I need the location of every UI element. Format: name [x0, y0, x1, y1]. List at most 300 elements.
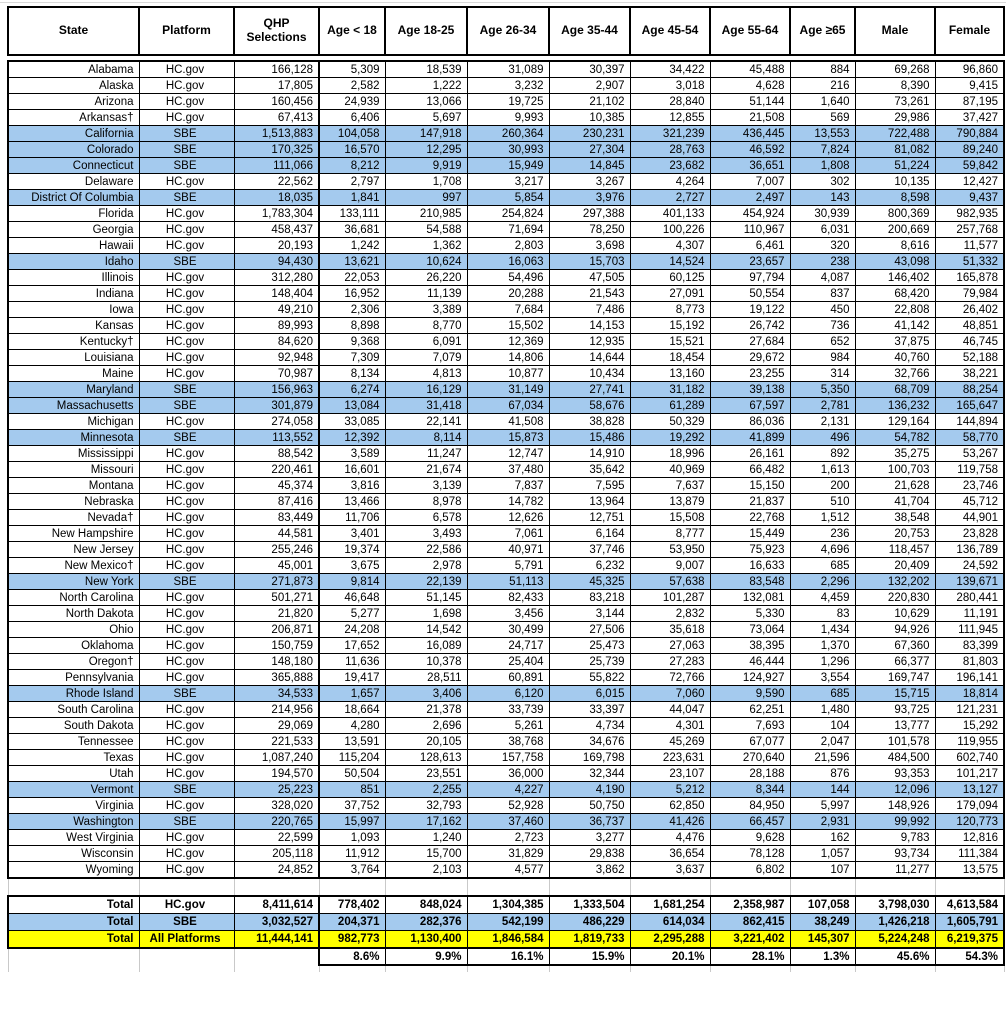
- value-cell: 14,153: [549, 318, 630, 334]
- value-cell: 800,369: [855, 206, 935, 222]
- value-cell: 52,188: [935, 350, 1004, 366]
- value-cell: 2,832: [630, 606, 710, 622]
- total-value-cell: 1,846,584: [467, 931, 549, 949]
- total-value-cell: 982,773: [319, 931, 385, 949]
- blank-cell: [710, 878, 790, 896]
- platform-cell: HC.gov: [139, 94, 234, 110]
- value-cell: 69,268: [855, 61, 935, 78]
- state-cell: Mississippi: [8, 446, 139, 462]
- table-row: [8, 670, 1004, 686]
- value-cell: 24,717: [467, 638, 549, 654]
- platform-cell: HC.gov: [139, 526, 234, 542]
- value-cell: 8,978: [385, 494, 467, 510]
- table-row: [8, 382, 1004, 398]
- value-cell: 4,307: [630, 238, 710, 254]
- total-value-cell: 8,411,614: [234, 896, 319, 914]
- platform-cell: HC.gov: [139, 750, 234, 766]
- value-cell: 14,542: [385, 622, 467, 638]
- total-value-cell: 5,224,248: [855, 931, 935, 949]
- value-cell: 6,406: [319, 110, 385, 126]
- value-cell: 13,621: [319, 254, 385, 270]
- value-cell: 11,706: [319, 510, 385, 526]
- total-value-cell: 778,402: [319, 896, 385, 914]
- value-cell: 66,377: [855, 654, 935, 670]
- value-cell: 72,766: [630, 670, 710, 686]
- total-value-cell: 1,130,400: [385, 931, 467, 949]
- value-cell: 66,457: [710, 814, 790, 830]
- total-value-cell: 542,199: [467, 914, 549, 931]
- platform-cell: HC.gov: [139, 590, 234, 606]
- percent-row-empty-cell: [234, 948, 319, 965]
- platform-cell: HC.gov: [139, 302, 234, 318]
- state-cell: Nebraska: [8, 494, 139, 510]
- percent-cell: 9.9%: [385, 948, 467, 965]
- value-cell: 1,434: [790, 622, 855, 638]
- state-cell: Rhode Island: [8, 686, 139, 702]
- value-cell: 101,287: [630, 590, 710, 606]
- total-value-cell: 6,219,375: [935, 931, 1004, 949]
- value-cell: 81,803: [935, 654, 1004, 670]
- table-row: [8, 110, 1004, 126]
- table-row: [8, 734, 1004, 750]
- value-cell: 73,261: [855, 94, 935, 110]
- total-value-cell: 282,376: [385, 914, 467, 931]
- value-cell: 104: [790, 718, 855, 734]
- value-cell: 33,085: [319, 414, 385, 430]
- value-cell: 16,633: [710, 558, 790, 574]
- value-cell: 9,993: [467, 110, 549, 126]
- value-cell: 37,875: [855, 334, 935, 350]
- state-cell: Alaska: [8, 78, 139, 94]
- value-cell: 982,935: [935, 206, 1004, 222]
- table-row: [8, 574, 1004, 590]
- value-cell: 3,637: [630, 862, 710, 879]
- value-cell: 52,928: [467, 798, 549, 814]
- value-cell: 223,631: [630, 750, 710, 766]
- value-cell: 46,745: [935, 334, 1004, 350]
- table-row: [8, 494, 1004, 510]
- blank-cell: [385, 878, 467, 896]
- table-row: [8, 606, 1004, 622]
- value-cell: 1,093: [319, 830, 385, 846]
- header-row: [8, 7, 1004, 55]
- value-cell: 119,758: [935, 462, 1004, 478]
- total-value-cell: 4,613,584: [935, 896, 1004, 914]
- platform-cell: HC.gov: [139, 414, 234, 430]
- value-cell: 280,441: [935, 590, 1004, 606]
- value-cell: 652: [790, 334, 855, 350]
- value-cell: 4,476: [630, 830, 710, 846]
- value-cell: 7,824: [790, 142, 855, 158]
- value-cell: 107: [790, 862, 855, 879]
- value-cell: 16,129: [385, 382, 467, 398]
- value-cell: 216: [790, 78, 855, 94]
- value-cell: 1,370: [790, 638, 855, 654]
- value-cell: 16,063: [467, 254, 549, 270]
- value-cell: 22,599: [234, 830, 319, 846]
- value-cell: 35,642: [549, 462, 630, 478]
- value-cell: 83: [790, 606, 855, 622]
- value-cell: 884: [790, 61, 855, 78]
- value-cell: 22,562: [234, 174, 319, 190]
- platform-cell: HC.gov: [139, 334, 234, 350]
- value-cell: 23,828: [935, 526, 1004, 542]
- value-cell: 274,058: [234, 414, 319, 430]
- value-cell: 136,232: [855, 398, 935, 414]
- value-cell: 19,417: [319, 670, 385, 686]
- value-cell: 45,269: [630, 734, 710, 750]
- value-cell: 2,296: [790, 574, 855, 590]
- value-cell: 21,596: [790, 750, 855, 766]
- value-cell: 13,879: [630, 494, 710, 510]
- value-cell: 11,139: [385, 286, 467, 302]
- platform-cell: HC.gov: [139, 286, 234, 302]
- state-cell: Maryland: [8, 382, 139, 398]
- value-cell: 101,578: [855, 734, 935, 750]
- value-cell: 230,231: [549, 126, 630, 142]
- value-cell: 99,992: [855, 814, 935, 830]
- table-row: [8, 206, 1004, 222]
- value-cell: 12,751: [549, 510, 630, 526]
- state-cell: Minnesota: [8, 430, 139, 446]
- blank-cell: [234, 878, 319, 896]
- tail-cell: [467, 965, 549, 972]
- value-cell: 1,362: [385, 238, 467, 254]
- value-cell: 54,496: [467, 270, 549, 286]
- value-cell: 205,118: [234, 846, 319, 862]
- value-cell: 1,783,304: [234, 206, 319, 222]
- value-cell: 3,698: [549, 238, 630, 254]
- value-cell: 21,628: [855, 478, 935, 494]
- value-cell: 2,931: [790, 814, 855, 830]
- state-cell: Arizona: [8, 94, 139, 110]
- value-cell: 11,577: [935, 238, 1004, 254]
- value-cell: 13,964: [549, 494, 630, 510]
- platform-cell: HC.gov: [139, 110, 234, 126]
- value-cell: 7,060: [630, 686, 710, 702]
- value-cell: 10,877: [467, 366, 549, 382]
- state-cell: Kentucky†: [8, 334, 139, 350]
- value-cell: 40,969: [630, 462, 710, 478]
- value-cell: 454,924: [710, 206, 790, 222]
- value-cell: 3,554: [790, 670, 855, 686]
- table-row: [8, 94, 1004, 110]
- value-cell: 166,128: [234, 61, 319, 78]
- platform-cell: HC.gov: [139, 206, 234, 222]
- value-cell: 22,808: [855, 302, 935, 318]
- state-cell: West Virginia: [8, 830, 139, 846]
- value-cell: 111,384: [935, 846, 1004, 862]
- value-cell: 9,368: [319, 334, 385, 350]
- value-cell: 41,426: [630, 814, 710, 830]
- value-cell: 113,552: [234, 430, 319, 446]
- table-row: [8, 350, 1004, 366]
- table-row: [8, 462, 1004, 478]
- value-cell: 15,997: [319, 814, 385, 830]
- state-cell: Missouri: [8, 462, 139, 478]
- value-cell: 3,816: [319, 478, 385, 494]
- platform-cell: HC.gov: [139, 766, 234, 782]
- value-cell: 66,482: [710, 462, 790, 478]
- value-cell: 8,390: [855, 78, 935, 94]
- value-cell: 4,628: [710, 78, 790, 94]
- value-cell: 221,533: [234, 734, 319, 750]
- value-cell: 11,912: [319, 846, 385, 862]
- total-value-cell: 1,304,385: [467, 896, 549, 914]
- platform-cell: SBE: [139, 686, 234, 702]
- value-cell: 36,681: [319, 222, 385, 238]
- platform-cell: HC.gov: [139, 78, 234, 94]
- value-cell: 68,420: [855, 286, 935, 302]
- value-cell: 3,406: [385, 686, 467, 702]
- value-cell: 169,747: [855, 670, 935, 686]
- value-cell: 30,499: [467, 622, 549, 638]
- value-cell: 23,657: [710, 254, 790, 270]
- value-cell: 450: [790, 302, 855, 318]
- state-cell: Pennsylvania: [8, 670, 139, 686]
- value-cell: 1,808: [790, 158, 855, 174]
- value-cell: 2,803: [467, 238, 549, 254]
- state-cell: Ohio: [8, 622, 139, 638]
- table-row: [8, 622, 1004, 638]
- value-cell: 13,777: [855, 718, 935, 734]
- value-cell: 13,591: [319, 734, 385, 750]
- value-cell: 1,222: [385, 78, 467, 94]
- value-cell: 38,828: [549, 414, 630, 430]
- table-row: [8, 238, 1004, 254]
- percent-row: [8, 948, 1004, 965]
- value-cell: 28,763: [630, 142, 710, 158]
- value-cell: 60,125: [630, 270, 710, 286]
- value-cell: 111,066: [234, 158, 319, 174]
- value-cell: 220,765: [234, 814, 319, 830]
- value-cell: 93,734: [855, 846, 935, 862]
- value-cell: 3,862: [549, 862, 630, 879]
- value-cell: 31,149: [467, 382, 549, 398]
- value-cell: 10,385: [549, 110, 630, 126]
- value-cell: 851: [319, 782, 385, 798]
- value-cell: 685: [790, 558, 855, 574]
- value-cell: 9,783: [855, 830, 935, 846]
- value-cell: 10,135: [855, 174, 935, 190]
- value-cell: 11,636: [319, 654, 385, 670]
- value-cell: 23,682: [630, 158, 710, 174]
- value-cell: 89,240: [935, 142, 1004, 158]
- tail-cell: [549, 965, 630, 972]
- value-cell: 22,139: [385, 574, 467, 590]
- value-cell: 101,217: [935, 766, 1004, 782]
- state-cell: Michigan: [8, 414, 139, 430]
- state-cell: Oklahoma: [8, 638, 139, 654]
- column-header-10: Male: [855, 7, 935, 55]
- value-cell: 78,250: [549, 222, 630, 238]
- platform-cell: HC.gov: [139, 846, 234, 862]
- value-cell: 13,160: [630, 366, 710, 382]
- platform-cell: SBE: [139, 574, 234, 590]
- value-cell: 34,533: [234, 686, 319, 702]
- value-cell: 36,737: [549, 814, 630, 830]
- value-cell: 4,459: [790, 590, 855, 606]
- value-cell: 5,212: [630, 782, 710, 798]
- value-cell: 1,841: [319, 190, 385, 206]
- value-cell: 58,676: [549, 398, 630, 414]
- platform-cell: SBE: [139, 126, 234, 142]
- state-cell: Nevada†: [8, 510, 139, 526]
- value-cell: 22,768: [710, 510, 790, 526]
- value-cell: 9,628: [710, 830, 790, 846]
- value-cell: 6,232: [549, 558, 630, 574]
- value-cell: 2,907: [549, 78, 630, 94]
- platform-cell: SBE: [139, 382, 234, 398]
- platform-cell: SBE: [139, 142, 234, 158]
- value-cell: 2,797: [319, 174, 385, 190]
- value-cell: 496: [790, 430, 855, 446]
- value-cell: 21,837: [710, 494, 790, 510]
- value-cell: 54,588: [385, 222, 467, 238]
- value-cell: 12,392: [319, 430, 385, 446]
- total-value-cell: 862,415: [710, 914, 790, 931]
- tail-cell: [139, 965, 234, 972]
- platform-cell: HC.gov: [139, 61, 234, 78]
- state-cell: Washington: [8, 814, 139, 830]
- platform-cell: HC.gov: [139, 462, 234, 478]
- blank-row: [8, 878, 1004, 896]
- blank-cell: [790, 878, 855, 896]
- value-cell: 4,734: [549, 718, 630, 734]
- state-cell: Wyoming: [8, 862, 139, 879]
- value-cell: 837: [790, 286, 855, 302]
- total-value-cell: 145,307: [790, 931, 855, 949]
- value-cell: 14,524: [630, 254, 710, 270]
- value-cell: 15,192: [630, 318, 710, 334]
- value-cell: 67,597: [710, 398, 790, 414]
- table-row: [8, 334, 1004, 350]
- value-cell: 4,264: [630, 174, 710, 190]
- table-row: [8, 766, 1004, 782]
- value-cell: 51,145: [385, 590, 467, 606]
- state-cell: Wisconsin: [8, 846, 139, 862]
- qhp-selections-table: [7, 6, 1005, 972]
- total-row-sbe: [8, 914, 1004, 931]
- value-cell: 71,694: [467, 222, 549, 238]
- value-cell: 12,295: [385, 142, 467, 158]
- value-cell: 162: [790, 830, 855, 846]
- table-row: [8, 718, 1004, 734]
- value-cell: 436,445: [710, 126, 790, 142]
- platform-cell: HC.gov: [139, 622, 234, 638]
- value-cell: 27,283: [630, 654, 710, 670]
- value-cell: 1,657: [319, 686, 385, 702]
- value-cell: 312,280: [234, 270, 319, 286]
- value-cell: 132,081: [710, 590, 790, 606]
- value-cell: 144: [790, 782, 855, 798]
- value-cell: 75,923: [710, 542, 790, 558]
- value-cell: 15,502: [467, 318, 549, 334]
- value-cell: 9,590: [710, 686, 790, 702]
- value-cell: 32,344: [549, 766, 630, 782]
- platform-cell: HC.gov: [139, 446, 234, 462]
- value-cell: 96,860: [935, 61, 1004, 78]
- value-cell: 5,261: [467, 718, 549, 734]
- value-cell: 24,852: [234, 862, 319, 879]
- value-cell: 20,288: [467, 286, 549, 302]
- tail-cell: [935, 965, 1004, 972]
- value-cell: 3,139: [385, 478, 467, 494]
- value-cell: 328,020: [234, 798, 319, 814]
- value-cell: 7,684: [467, 302, 549, 318]
- platform-cell: HC.gov: [139, 222, 234, 238]
- platform-cell: HC.gov: [139, 702, 234, 718]
- value-cell: 1,613: [790, 462, 855, 478]
- platform-cell: HC.gov: [139, 350, 234, 366]
- state-cell: Texas: [8, 750, 139, 766]
- value-cell: 67,360: [855, 638, 935, 654]
- value-cell: 18,814: [935, 686, 1004, 702]
- value-cell: 321,239: [630, 126, 710, 142]
- value-cell: 37,480: [467, 462, 549, 478]
- value-cell: 36,654: [630, 846, 710, 862]
- value-cell: 6,031: [790, 222, 855, 238]
- value-cell: 3,401: [319, 526, 385, 542]
- value-cell: 10,624: [385, 254, 467, 270]
- total-value-cell: 614,034: [630, 914, 710, 931]
- value-cell: 5,330: [710, 606, 790, 622]
- value-cell: 8,114: [385, 430, 467, 446]
- tail-cell: [234, 965, 319, 972]
- value-cell: 62,251: [710, 702, 790, 718]
- value-cell: 37,746: [549, 542, 630, 558]
- value-cell: 736: [790, 318, 855, 334]
- value-cell: 12,626: [467, 510, 549, 526]
- platform-cell: HC.gov: [139, 734, 234, 750]
- value-cell: 128,613: [385, 750, 467, 766]
- value-cell: 302: [790, 174, 855, 190]
- value-cell: 12,096: [855, 782, 935, 798]
- table-row: [8, 654, 1004, 670]
- value-cell: 8,777: [630, 526, 710, 542]
- value-cell: 458,437: [234, 222, 319, 238]
- value-cell: 18,996: [630, 446, 710, 462]
- value-cell: 47,505: [549, 270, 630, 286]
- table-row: [8, 270, 1004, 286]
- tail-cell: [790, 965, 855, 972]
- value-cell: 320: [790, 238, 855, 254]
- value-cell: 7,309: [319, 350, 385, 366]
- value-cell: 68,709: [855, 382, 935, 398]
- value-cell: 26,402: [935, 302, 1004, 318]
- total-value-cell: 1,333,504: [549, 896, 630, 914]
- value-cell: 15,715: [855, 686, 935, 702]
- value-cell: 45,488: [710, 61, 790, 78]
- value-cell: 13,466: [319, 494, 385, 510]
- platform-cell: HC.gov: [139, 670, 234, 686]
- state-cell: Hawaii: [8, 238, 139, 254]
- value-cell: 22,053: [319, 270, 385, 286]
- value-cell: 156,963: [234, 382, 319, 398]
- value-cell: 2,497: [710, 190, 790, 206]
- value-cell: 129,164: [855, 414, 935, 430]
- value-cell: 59,842: [935, 158, 1004, 174]
- table-row: [8, 366, 1004, 382]
- percent-cell: 20.1%: [630, 948, 710, 965]
- percent-cell: 15.9%: [549, 948, 630, 965]
- total-value-cell: 1,426,218: [855, 914, 935, 931]
- table-row: [8, 846, 1004, 862]
- total-row-hc-gov: [8, 896, 1004, 914]
- value-cell: 685: [790, 686, 855, 702]
- value-cell: 8,898: [319, 318, 385, 334]
- value-cell: 7,079: [385, 350, 467, 366]
